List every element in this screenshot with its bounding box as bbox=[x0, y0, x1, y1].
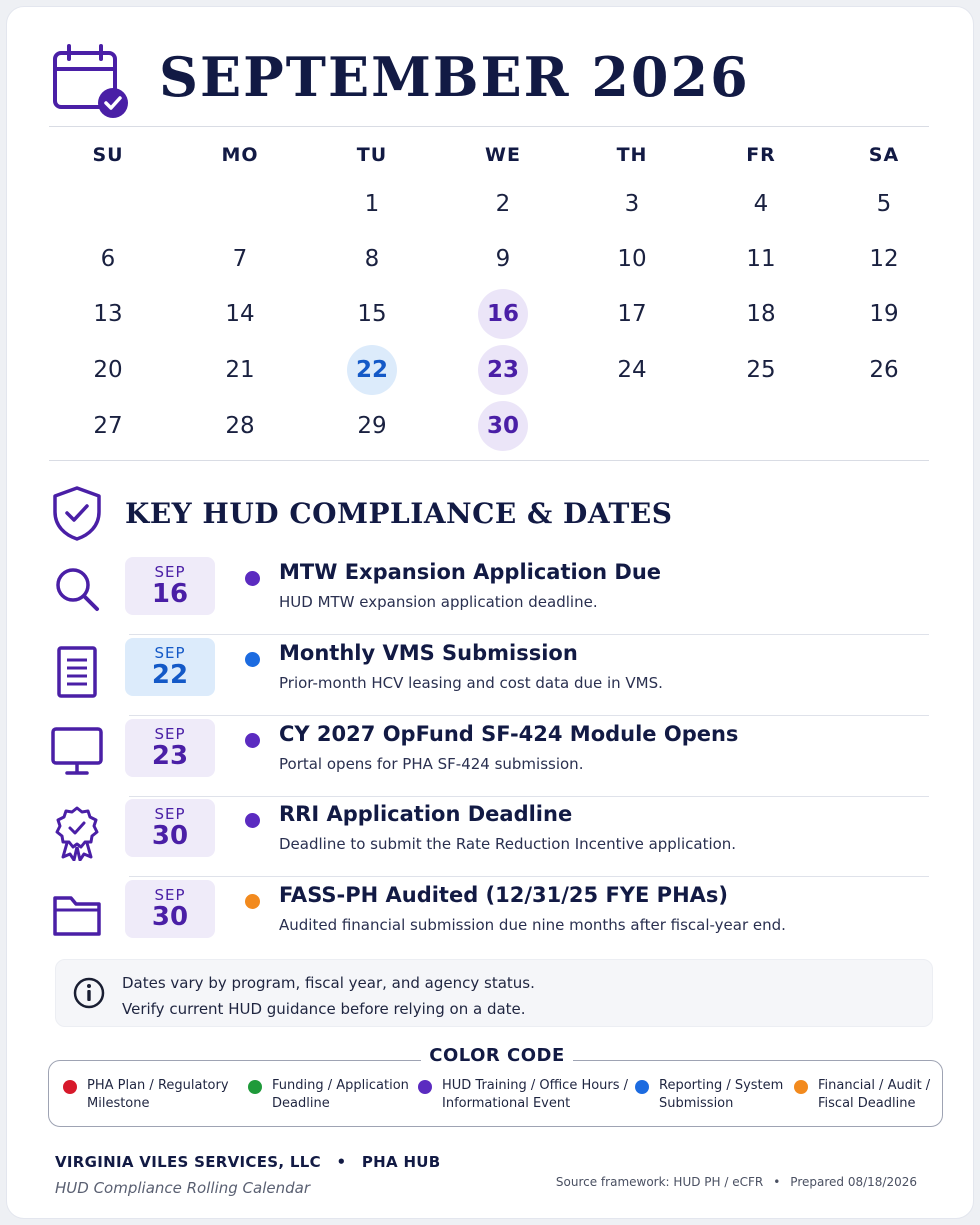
calendar-day[interactable]: 14 bbox=[225, 301, 255, 327]
note-line: Verify current HUD guidance before relying on a date. bbox=[122, 1000, 526, 1018]
footer-meta bbox=[556, 1175, 917, 1189]
legend-color-dot bbox=[248, 1080, 262, 1094]
calendar-day[interactable]: 2 bbox=[495, 191, 511, 217]
legend-label: Financial / Audit / Fiscal Deadline bbox=[818, 1078, 931, 1111]
weekday-header: WE bbox=[485, 144, 521, 166]
event-date-badge bbox=[125, 557, 215, 615]
hub-name: PHA HUB bbox=[361, 1153, 441, 1171]
prepared-date: Prepared 08/18/2026 bbox=[790, 1175, 917, 1189]
calendar-day[interactable]: 19 bbox=[869, 301, 899, 327]
calendar-check-icon bbox=[49, 41, 129, 121]
event-title: MTW Expansion Application Due bbox=[279, 560, 662, 584]
calendar-day[interactable]: 6 bbox=[100, 246, 116, 272]
weekday-header: SU bbox=[92, 144, 124, 166]
event-date-badge bbox=[125, 638, 215, 696]
event-month: SEP bbox=[154, 886, 186, 904]
footer-subtitle: HUD Compliance Rolling Calendar bbox=[55, 1179, 310, 1197]
event-description: Prior-month HCV leasing and cost data due in VMS. bbox=[279, 674, 663, 692]
legend-color-dot bbox=[418, 1080, 432, 1094]
calendar-day[interactable]: 18 bbox=[746, 301, 776, 327]
event-item[interactable] bbox=[47, 878, 929, 958]
folder-icon bbox=[51, 886, 103, 942]
calendar-day[interactable]: 20 bbox=[93, 357, 123, 383]
footer-org bbox=[55, 1153, 441, 1171]
event-date-badge bbox=[125, 880, 215, 938]
event-day: 16 bbox=[151, 579, 189, 609]
calendar-day-highlighted[interactable]: 30 bbox=[478, 401, 528, 451]
event-day: 30 bbox=[151, 821, 189, 851]
calendar-day[interactable]: 9 bbox=[495, 246, 511, 272]
weekday-header: MO bbox=[221, 144, 259, 166]
event-description: Deadline to submit the Rate Reduction Incentive application. bbox=[279, 835, 737, 853]
calendar-day-highlighted[interactable]: 16 bbox=[478, 289, 528, 339]
legend-color-dot bbox=[63, 1080, 77, 1094]
calendar-day[interactable]: 28 bbox=[225, 413, 255, 439]
event-month: SEP bbox=[154, 805, 186, 823]
calendar-day[interactable]: 29 bbox=[357, 413, 387, 439]
header bbox=[49, 41, 929, 125]
weekday-header: TU bbox=[356, 144, 388, 166]
divider bbox=[49, 126, 929, 127]
calendar-card bbox=[6, 6, 974, 1219]
separator-bullet: • bbox=[773, 1175, 781, 1189]
event-title: FASS-PH Audited (12/31/25 FYE PHAs) bbox=[279, 883, 728, 907]
calendar-day[interactable]: 7 bbox=[232, 246, 248, 272]
page-title: SEPTEMBER 2026 bbox=[159, 45, 750, 109]
org-name: VIRGINIA VILES SERVICES, LLC bbox=[55, 1153, 321, 1171]
info-icon bbox=[72, 976, 106, 1010]
note-line: Dates vary by program, fiscal year, and agency status. bbox=[122, 974, 535, 992]
info-note bbox=[55, 959, 933, 1027]
calendar-day[interactable]: 1 bbox=[364, 191, 380, 217]
calendar-day[interactable]: 26 bbox=[869, 357, 899, 383]
calendar-day[interactable]: 13 bbox=[93, 301, 123, 327]
legend-color-dot bbox=[794, 1080, 808, 1094]
calendar-day[interactable]: 25 bbox=[746, 357, 776, 383]
source-text: Source framework: HUD PH / eCFR bbox=[555, 1175, 764, 1189]
calendar-day[interactable]: 4 bbox=[753, 191, 769, 217]
event-description: Audited financial submission due nine months after fiscal-year end. bbox=[279, 916, 786, 934]
calendar-day[interactable]: 10 bbox=[617, 246, 647, 272]
legend-label: PHA Plan / Regulatory Milestone bbox=[87, 1078, 229, 1111]
event-title: Monthly VMS Submission bbox=[279, 641, 578, 665]
event-item[interactable] bbox=[47, 797, 929, 877]
legend-color-dot bbox=[635, 1080, 649, 1094]
monitor-icon bbox=[51, 725, 103, 781]
calendar-day[interactable]: 21 bbox=[225, 357, 255, 383]
calendar-day[interactable]: 5 bbox=[876, 191, 892, 217]
calendar-day[interactable]: 3 bbox=[624, 191, 640, 217]
event-day: 30 bbox=[151, 902, 189, 932]
event-date-badge bbox=[125, 799, 215, 857]
legend-label: Reporting / System Submission bbox=[659, 1078, 784, 1111]
divider bbox=[129, 715, 929, 716]
weekday-header: TH bbox=[616, 144, 648, 166]
separator-bullet: • bbox=[336, 1153, 347, 1171]
weekday-header: FR bbox=[746, 144, 776, 166]
event-month: SEP bbox=[154, 563, 186, 581]
event-day: 22 bbox=[151, 660, 189, 690]
calendar-day[interactable]: 11 bbox=[746, 246, 776, 272]
calendar-day-highlighted[interactable]: 22 bbox=[347, 345, 397, 395]
event-title: RRI Application Deadline bbox=[279, 802, 573, 826]
calendar-day[interactable]: 24 bbox=[617, 357, 647, 383]
event-description: HUD MTW expansion application deadline. bbox=[279, 593, 598, 611]
category-dot bbox=[245, 652, 260, 667]
event-item[interactable] bbox=[47, 636, 929, 716]
legend-title: COLOR CODE bbox=[421, 1045, 573, 1066]
event-title: CY 2027 OpFund SF-424 Module Opens bbox=[279, 722, 739, 746]
search-icon bbox=[51, 563, 103, 619]
event-month: SEP bbox=[154, 725, 186, 743]
divider bbox=[49, 460, 929, 461]
event-date-badge bbox=[125, 719, 215, 777]
category-dot bbox=[245, 894, 260, 909]
calendar-day[interactable]: 27 bbox=[93, 413, 123, 439]
category-dot bbox=[245, 733, 260, 748]
weekday-header: SA bbox=[868, 144, 900, 166]
calendar-day[interactable]: 15 bbox=[357, 301, 387, 327]
legend-label: HUD Training / Office Hours / Informational Event bbox=[442, 1078, 629, 1111]
event-description: Portal opens for PHA SF-424 submission. bbox=[279, 755, 584, 773]
event-item[interactable] bbox=[47, 555, 929, 635]
event-month: SEP bbox=[154, 644, 186, 662]
divider bbox=[129, 876, 929, 877]
event-day: 23 bbox=[151, 741, 189, 771]
legend-label: Funding / Application Deadline bbox=[272, 1078, 409, 1111]
document-icon bbox=[51, 644, 103, 700]
calendar-day[interactable]: 8 bbox=[364, 246, 380, 272]
award-badge-icon bbox=[51, 805, 103, 861]
calendar-day[interactable]: 17 bbox=[617, 301, 647, 327]
category-dot bbox=[245, 813, 260, 828]
divider bbox=[129, 634, 929, 635]
event-item[interactable] bbox=[47, 717, 929, 797]
category-dot bbox=[245, 571, 260, 586]
calendar-day[interactable]: 12 bbox=[869, 246, 899, 272]
section-title: KEY HUD COMPLIANCE & DATES bbox=[125, 497, 673, 530]
shield-check-icon bbox=[51, 485, 103, 541]
calendar-day-highlighted[interactable]: 23 bbox=[478, 345, 528, 395]
